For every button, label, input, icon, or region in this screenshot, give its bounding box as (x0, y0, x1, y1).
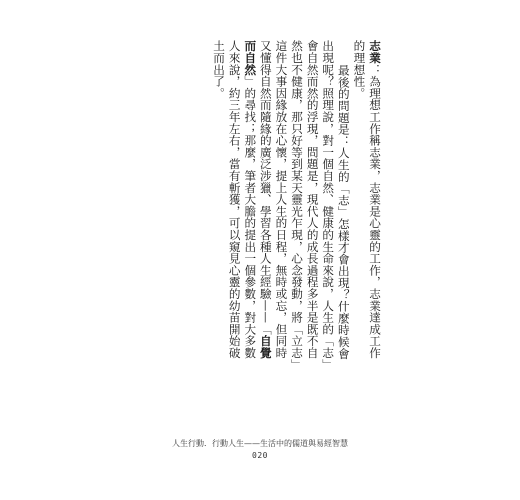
paragraph-definition (351, 40, 382, 370)
footer-book-title: 人生行動．行動人生——生活中的儒道與易經智慧 (172, 439, 348, 448)
main-text: 最後的問題是：人生的「志」怎樣才會出現？什麼時候會出現呢？照理說，對一個自然、健康的生命來說，人生的「志」會自然而然的浮現，問題是，現代人的成長過程多半是既不自然也不健康，那只好等到某天靈光乍現，心念發動，將「立志」這件大事因緣放在心懷，提上人生的日程，無時或忘，但同時又懂得自然而隨緣的廣泛涉獵、學習各種人生經驗——「 (258, 40, 351, 365)
main-text-tail: 」的尋找；那麼，筆者大膽的提出一個參數，對大多數人來說，約三年左右，當有斬獲，可以窺見心靈的幼苗開始破土而出了。 (212, 40, 258, 359)
paragraph-main (210, 40, 350, 370)
term-zhiye: 志業 (368, 40, 382, 64)
definition-text: ：為理想工作稱志業，志業是心靈的工作，志業達成工作的理想性。 (352, 40, 382, 359)
bold-phrase-zijue: 自覺 (258, 335, 273, 359)
vertical-text-block (210, 40, 382, 370)
bold-phrase-erziran: 而自然 (243, 40, 258, 76)
page-number: 020 (252, 451, 268, 460)
